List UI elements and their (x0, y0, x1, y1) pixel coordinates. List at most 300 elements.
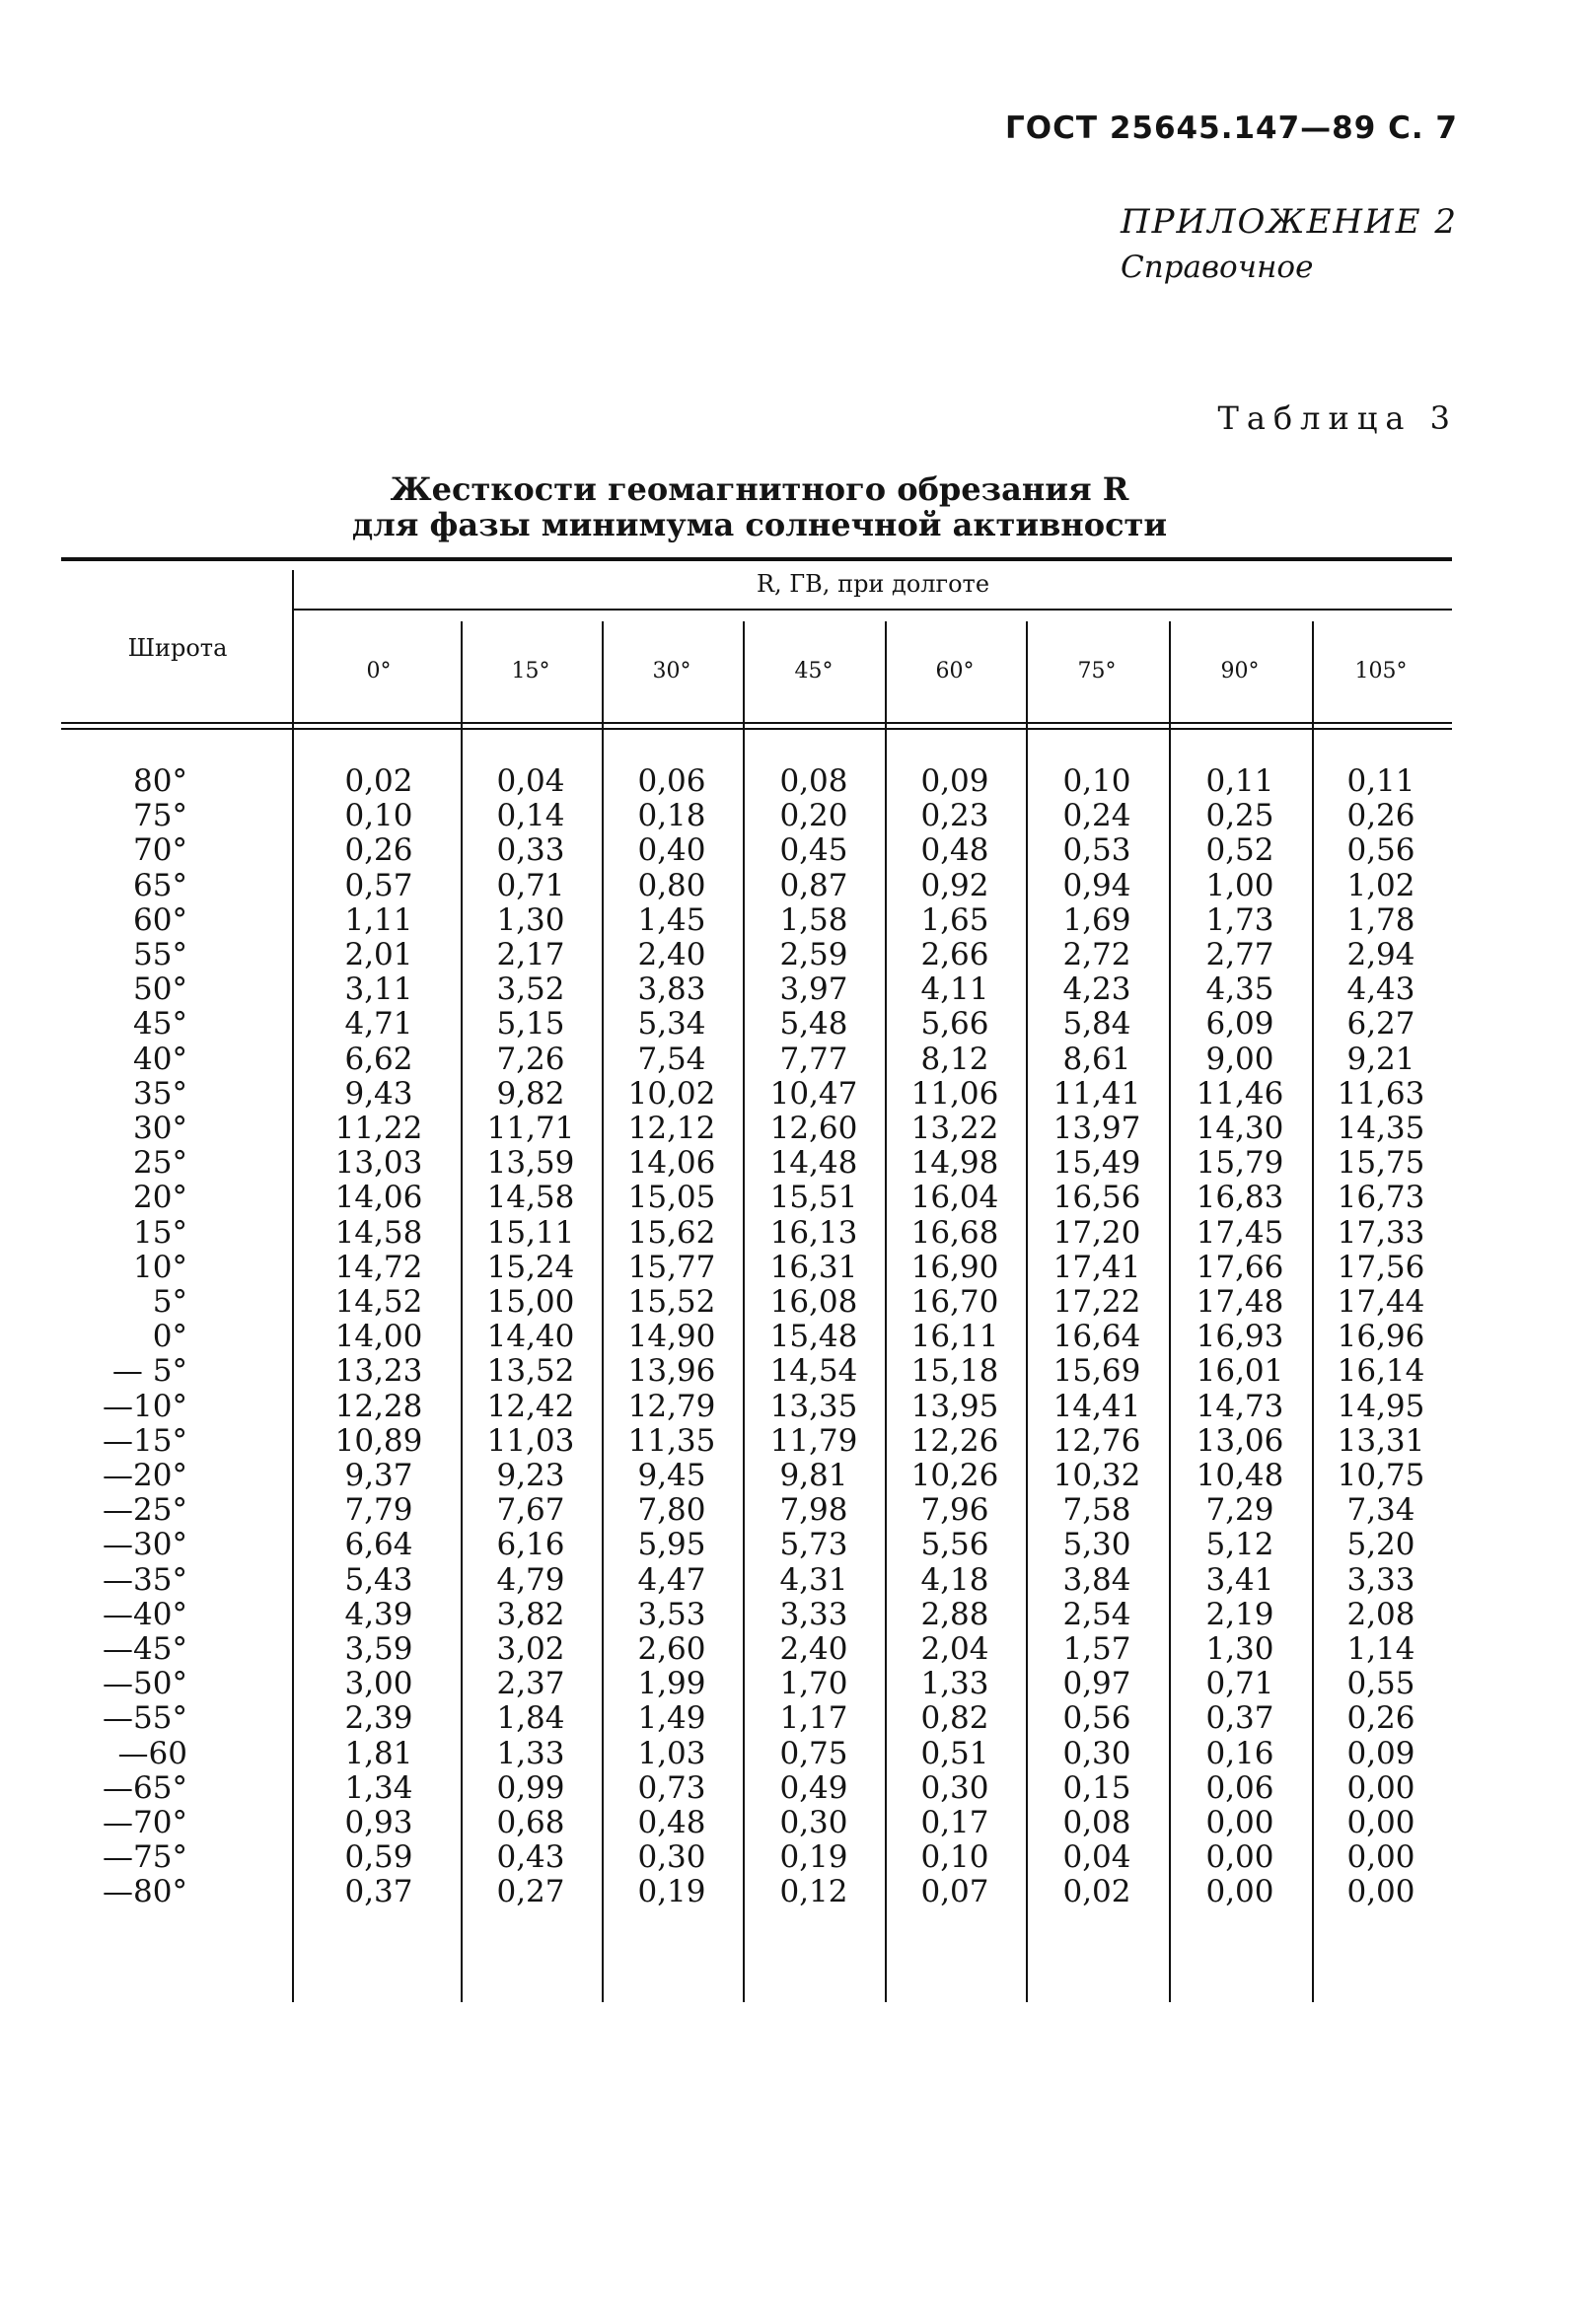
value-cell: 0,19 (779, 1839, 848, 1876)
value-cell: 0,93 (344, 1805, 413, 1840)
value-cell: 3,82 (496, 1596, 565, 1632)
value-cell: 2,88 (920, 1596, 989, 1632)
value-cell: 0,82 (920, 1700, 989, 1737)
table-row (0, 1875, 1596, 1909)
value-cell: 14,90 (627, 1319, 716, 1355)
document-header: ГОСТ 25645.147—89 С. 7 (1005, 110, 1458, 146)
value-cell: 17,66 (1196, 1249, 1284, 1285)
value-cell: 1,58 (779, 901, 848, 938)
value-cell: 0,75 (779, 1735, 848, 1771)
value-cell: 14,98 (910, 1145, 999, 1182)
value-cell: 16,73 (1337, 1180, 1425, 1216)
value-cell: 0,00 (1346, 1769, 1415, 1806)
value-cell: 4,31 (779, 1561, 848, 1598)
value-cell: 0,08 (779, 763, 848, 799)
value-cell: 5,95 (637, 1527, 706, 1563)
table-row (0, 1043, 1596, 1077)
value-cell: 0,87 (779, 867, 848, 903)
value-cell: 0,59 (344, 1839, 413, 1876)
value-cell: 15,51 (769, 1180, 858, 1216)
value-cell: 0,30 (637, 1839, 706, 1876)
value-cell: 0,23 (920, 798, 989, 834)
value-cell: 1,45 (637, 901, 706, 938)
value-cell: 14,73 (1196, 1388, 1284, 1424)
value-cell: 12,42 (486, 1388, 575, 1424)
value-cell: 5,66 (920, 1006, 989, 1043)
table-row (0, 1251, 1596, 1285)
latitude-cell: —30° (103, 1527, 187, 1563)
value-cell: 2,19 (1205, 1596, 1274, 1632)
value-cell: 0,26 (344, 832, 413, 869)
value-cell: 13,96 (627, 1353, 716, 1390)
value-cell: 5,56 (920, 1527, 989, 1563)
table-row (0, 764, 1596, 799)
value-cell: 5,30 (1062, 1527, 1131, 1563)
latitude-cell: —60 (117, 1735, 187, 1771)
value-cell: 7,54 (637, 1041, 706, 1077)
latitude-cell: —10° (103, 1388, 187, 1424)
value-cell: 14,54 (769, 1353, 858, 1390)
value-cell: 2,40 (779, 1631, 848, 1667)
value-cell: 5,73 (779, 1527, 848, 1563)
latitude-cell: —65° (103, 1769, 187, 1806)
value-cell: 2,01 (344, 937, 413, 972)
value-cell: 9,43 (344, 1075, 413, 1112)
value-cell: 3,97 (779, 971, 848, 1008)
value-cell: 8,61 (1062, 1041, 1131, 1077)
value-cell: 1,49 (637, 1700, 706, 1737)
value-cell: 11,41 (1052, 1075, 1141, 1112)
value-cell: 9,45 (637, 1458, 706, 1493)
value-cell: 17,45 (1196, 1214, 1284, 1251)
value-cell: 1,30 (1205, 1631, 1274, 1667)
value-cell: 16,08 (769, 1284, 858, 1320)
value-cell: 12,12 (627, 1111, 716, 1146)
value-cell: 0,04 (1062, 1839, 1131, 1876)
value-cell: 13,95 (910, 1388, 999, 1424)
appendix-title: ПРИЛОЖЕНИЕ 2 (1120, 202, 1458, 242)
table-row (0, 1424, 1596, 1459)
value-cell: 16,13 (769, 1214, 858, 1251)
value-cell: 3,33 (779, 1596, 848, 1632)
value-cell: 0,45 (779, 832, 848, 869)
value-cell: 0,06 (1205, 1769, 1274, 1806)
table-row (0, 1771, 1596, 1806)
value-cell: 0,24 (1062, 798, 1131, 834)
value-cell: 17,44 (1337, 1284, 1425, 1320)
value-cell: 11,46 (1196, 1075, 1284, 1112)
value-cell: 4,71 (344, 1006, 413, 1043)
value-cell: 17,33 (1337, 1214, 1425, 1251)
table-row (0, 1737, 1596, 1771)
value-cell: 1,73 (1205, 901, 1274, 938)
value-cell: 0,53 (1062, 832, 1131, 869)
appendix-subtitle: Справочное (1120, 250, 1314, 285)
value-cell: 7,26 (496, 1041, 565, 1077)
value-cell: 0,33 (496, 832, 565, 869)
value-cell: 17,22 (1052, 1284, 1141, 1320)
value-cell: 10,32 (1052, 1458, 1141, 1493)
value-cell: 14,58 (486, 1180, 575, 1216)
value-cell: 2,77 (1205, 937, 1274, 972)
value-cell: 1,33 (920, 1666, 989, 1702)
value-cell: 0,48 (920, 832, 989, 869)
value-cell: 16,04 (910, 1180, 999, 1216)
value-cell: 4,43 (1346, 971, 1415, 1008)
longitude-header: 75° (1077, 659, 1117, 683)
value-cell: 12,79 (627, 1388, 716, 1424)
table-row (0, 833, 1596, 868)
latitude-cell: 25° (133, 1145, 187, 1182)
value-cell: 11,03 (486, 1422, 575, 1459)
latitude-cell: 70° (133, 832, 187, 869)
value-cell: 14,41 (1052, 1388, 1141, 1424)
value-cell: 0,15 (1062, 1769, 1131, 1806)
value-cell: 0,48 (637, 1805, 706, 1840)
value-cell: 1,03 (637, 1735, 706, 1771)
value-cell: 1,00 (1205, 867, 1274, 903)
longitude-header: 45° (794, 659, 834, 683)
value-cell: 2,17 (496, 937, 565, 972)
value-cell: 1,57 (1062, 1631, 1131, 1667)
value-cell: 2,59 (779, 937, 848, 972)
value-cell: 0,80 (637, 867, 706, 903)
value-cell: 0,00 (1205, 1805, 1274, 1840)
value-cell: 14,30 (1196, 1111, 1284, 1146)
latitude-cell: 75° (133, 798, 187, 834)
value-cell: 16,11 (910, 1319, 999, 1355)
value-cell: 3,00 (344, 1666, 413, 1702)
value-cell: 4,18 (920, 1561, 989, 1598)
header-bottom-rule-1 (61, 722, 1452, 724)
value-cell: 0,27 (496, 1874, 565, 1910)
value-cell: 2,60 (637, 1631, 706, 1667)
value-cell: 0,99 (496, 1769, 565, 1806)
latitude-cell: 80° (133, 763, 187, 799)
value-cell: 11,63 (1337, 1075, 1425, 1112)
table-row (0, 1390, 1596, 1424)
table-label: Таблица 3 (1217, 399, 1458, 437)
value-cell: 0,37 (1205, 1700, 1274, 1737)
table-row (0, 1077, 1596, 1112)
value-cell: 1,02 (1346, 867, 1415, 903)
value-cell: 15,18 (910, 1353, 999, 1390)
value-cell: 3,11 (344, 971, 413, 1008)
value-cell: 0,00 (1346, 1874, 1415, 1910)
value-cell: 1,33 (496, 1735, 565, 1771)
value-cell: 15,49 (1052, 1145, 1141, 1182)
latitude-cell: 5° (152, 1284, 187, 1320)
value-cell: 16,90 (910, 1249, 999, 1285)
value-cell: 2,94 (1346, 937, 1415, 972)
table-row (0, 903, 1596, 938)
header-bottom-rule-2 (61, 728, 1452, 730)
value-cell: 12,76 (1052, 1422, 1141, 1459)
latitude-cell: —55° (103, 1700, 187, 1737)
latitude-cell: —25° (103, 1492, 187, 1529)
latitude-cell: —15° (103, 1422, 187, 1459)
value-cell: 0,16 (1205, 1735, 1274, 1771)
value-cell: 2,39 (344, 1700, 413, 1737)
value-cell: 2,66 (920, 937, 989, 972)
table-row (0, 1459, 1596, 1493)
value-cell: 6,62 (344, 1041, 413, 1077)
value-cell: 4,47 (637, 1561, 706, 1598)
value-cell: 14,00 (334, 1319, 423, 1355)
value-cell: 0,49 (779, 1769, 848, 1806)
value-cell: 1,65 (920, 901, 989, 938)
latitude-cell: 35° (133, 1075, 187, 1112)
value-cell: 3,53 (637, 1596, 706, 1632)
value-cell: 7,34 (1346, 1492, 1415, 1529)
latitude-cell: —35° (103, 1561, 187, 1598)
value-cell: 1,78 (1346, 901, 1415, 938)
longitude-header: 105° (1354, 659, 1408, 683)
value-cell: 1,11 (344, 901, 413, 938)
value-cell: 0,10 (1062, 763, 1131, 799)
table-title-line-1: Жесткости геомагнитного обрезания R (390, 470, 1129, 508)
table-row (0, 1007, 1596, 1042)
value-cell: 4,39 (344, 1596, 413, 1632)
value-cell: 6,09 (1205, 1006, 1274, 1043)
table-row (0, 869, 1596, 903)
table-row (0, 1354, 1596, 1389)
value-cell: 17,20 (1052, 1214, 1141, 1251)
value-cell: 2,04 (920, 1631, 989, 1667)
value-cell: 7,96 (920, 1492, 989, 1529)
longitude-group-header: R, ГВ, при долготе (756, 570, 990, 598)
value-cell: 0,68 (496, 1805, 565, 1840)
value-cell: 0,71 (1205, 1666, 1274, 1702)
latitude-cell: 55° (133, 937, 187, 972)
table-row (0, 1840, 1596, 1875)
value-cell: 14,06 (627, 1145, 716, 1182)
value-cell: 3,52 (496, 971, 565, 1008)
value-cell: 3,33 (1346, 1561, 1415, 1598)
value-cell: 0,30 (1062, 1735, 1131, 1771)
value-cell: 1,30 (496, 901, 565, 938)
value-cell: 3,59 (344, 1631, 413, 1667)
latitude-cell: 15° (133, 1214, 187, 1251)
value-cell: 0,37 (344, 1874, 413, 1910)
table-row (0, 1528, 1596, 1562)
table-row (0, 1563, 1596, 1598)
value-cell: 16,96 (1337, 1319, 1425, 1355)
value-cell: 11,22 (334, 1111, 423, 1146)
value-cell: 16,93 (1196, 1319, 1284, 1355)
table-row (0, 1806, 1596, 1840)
value-cell: 5,48 (779, 1006, 848, 1043)
value-cell: 13,52 (486, 1353, 575, 1390)
table-title (59, 471, 1460, 542)
value-cell: 4,35 (1205, 971, 1274, 1008)
value-cell: 0,09 (1346, 1735, 1415, 1771)
value-cell: 0,00 (1346, 1839, 1415, 1876)
value-cell: 0,30 (920, 1769, 989, 1806)
table-row (0, 1701, 1596, 1736)
longitude-header: 60° (935, 659, 975, 683)
value-cell: 16,01 (1196, 1353, 1284, 1390)
value-cell: 0,30 (779, 1805, 848, 1840)
table-row (0, 1598, 1596, 1632)
value-cell: 13,06 (1196, 1422, 1284, 1459)
value-cell: 9,21 (1346, 1041, 1415, 1077)
value-cell: 15,77 (627, 1249, 716, 1285)
value-cell: 14,35 (1337, 1111, 1425, 1146)
value-cell: 7,67 (496, 1492, 565, 1529)
value-cell: 16,83 (1196, 1180, 1284, 1216)
value-cell: 2,37 (496, 1666, 565, 1702)
value-cell: 0,20 (779, 798, 848, 834)
value-cell: 13,03 (334, 1145, 423, 1182)
longitude-header: 90° (1220, 659, 1260, 683)
latitude-cell: 45° (133, 1006, 187, 1043)
value-cell: 1,99 (637, 1666, 706, 1702)
value-cell: 15,11 (486, 1214, 575, 1251)
table-row (0, 1216, 1596, 1251)
latitude-cell: 65° (133, 867, 187, 903)
value-cell: 3,83 (637, 971, 706, 1008)
value-cell: 15,62 (627, 1214, 716, 1251)
value-cell: 0,02 (1062, 1874, 1131, 1910)
value-cell: 0,43 (496, 1839, 565, 1876)
value-cell: 7,80 (637, 1492, 706, 1529)
latitude-cell: —45° (103, 1631, 187, 1667)
value-cell: 9,37 (344, 1458, 413, 1493)
value-cell: 9,82 (496, 1075, 565, 1112)
value-cell: 16,68 (910, 1214, 999, 1251)
value-cell: 0,18 (637, 798, 706, 834)
value-cell: 16,14 (1337, 1353, 1425, 1390)
longitude-header: 30° (652, 659, 691, 683)
value-cell: 3,84 (1062, 1561, 1131, 1598)
value-cell: 13,59 (486, 1145, 575, 1182)
value-cell: 14,40 (486, 1319, 575, 1355)
value-cell: 0,25 (1205, 798, 1274, 834)
value-cell: 4,11 (920, 971, 989, 1008)
value-cell: 17,41 (1052, 1249, 1141, 1285)
value-cell: 0,00 (1205, 1874, 1274, 1910)
value-cell: 0,57 (344, 867, 413, 903)
value-cell: 3,41 (1205, 1561, 1274, 1598)
latitude-cell: 0° (152, 1319, 187, 1355)
value-cell: 12,28 (334, 1388, 423, 1424)
value-cell: 8,12 (920, 1041, 989, 1077)
value-cell: 5,34 (637, 1006, 706, 1043)
value-cell: 0,73 (637, 1769, 706, 1806)
table-row (0, 1285, 1596, 1320)
table-title-line-2: для фазы минимума солнечной активности (351, 506, 1168, 543)
value-cell: 6,64 (344, 1527, 413, 1563)
value-cell: 13,97 (1052, 1111, 1141, 1146)
latitude-cell: —75° (103, 1839, 187, 1876)
value-cell: 1,14 (1346, 1631, 1415, 1667)
value-cell: 0,52 (1205, 832, 1274, 869)
value-cell: 5,84 (1062, 1006, 1131, 1043)
value-cell: 15,48 (769, 1319, 858, 1355)
value-cell: 15,05 (627, 1180, 716, 1216)
value-cell: 0,56 (1062, 1700, 1131, 1737)
value-cell: 10,48 (1196, 1458, 1284, 1493)
table-row (0, 1146, 1596, 1181)
value-cell: 5,12 (1205, 1527, 1274, 1563)
table-row (0, 799, 1596, 833)
latitude-cell: 50° (133, 971, 187, 1008)
longitude-header: 0° (366, 659, 392, 683)
value-cell: 17,56 (1337, 1249, 1425, 1285)
value-cell: 0,17 (920, 1805, 989, 1840)
value-cell: 1,84 (496, 1700, 565, 1737)
latitude-cell: 60° (133, 901, 187, 938)
value-cell: 1,69 (1062, 901, 1131, 938)
latitude-cell: 30° (133, 1111, 187, 1146)
value-cell: 5,43 (344, 1561, 413, 1598)
value-cell: 15,79 (1196, 1145, 1284, 1182)
value-cell: 12,26 (910, 1422, 999, 1459)
value-cell: 0,26 (1346, 798, 1415, 834)
value-cell: 0,97 (1062, 1666, 1131, 1702)
value-cell: 5,15 (496, 1006, 565, 1043)
group-header-rule (294, 609, 1452, 611)
value-cell: 10,47 (769, 1075, 858, 1112)
value-cell: 3,02 (496, 1631, 565, 1667)
latitude-cell: 20° (133, 1180, 187, 1216)
value-cell: 10,26 (910, 1458, 999, 1493)
table-row (0, 1667, 1596, 1701)
value-cell: 16,31 (769, 1249, 858, 1285)
value-cell: 0,55 (1346, 1666, 1415, 1702)
value-cell: 0,19 (637, 1874, 706, 1910)
value-cell: 15,75 (1337, 1145, 1425, 1182)
table-row (0, 1632, 1596, 1667)
latitude-cell: —40° (103, 1596, 187, 1632)
value-cell: 1,17 (779, 1700, 848, 1737)
value-cell: 11,71 (486, 1111, 575, 1146)
value-cell: 14,58 (334, 1214, 423, 1251)
value-cell: 16,56 (1052, 1180, 1141, 1216)
value-cell: 15,52 (627, 1284, 716, 1320)
value-cell: 0,14 (496, 798, 565, 834)
value-cell: 4,23 (1062, 971, 1131, 1008)
value-cell: 10,75 (1337, 1458, 1425, 1493)
value-cell: 13,31 (1337, 1422, 1425, 1459)
table-row (0, 1320, 1596, 1354)
value-cell: 0,40 (637, 832, 706, 869)
table-row (0, 972, 1596, 1007)
latitude-cell: —70° (103, 1805, 187, 1840)
value-cell: 2,72 (1062, 937, 1131, 972)
value-cell: 0,04 (496, 763, 565, 799)
value-cell: 14,95 (1337, 1388, 1425, 1424)
value-cell: 0,00 (1346, 1805, 1415, 1840)
value-cell: 2,40 (637, 937, 706, 972)
value-cell: 1,70 (779, 1666, 848, 1702)
value-cell: 0,26 (1346, 1700, 1415, 1737)
value-cell: 0,12 (779, 1874, 848, 1910)
appendix-block (1121, 202, 1458, 285)
latitude-cell: —50° (103, 1666, 187, 1702)
value-cell: 0,02 (344, 763, 413, 799)
value-cell: 0,06 (637, 763, 706, 799)
value-cell: 14,06 (334, 1180, 423, 1216)
latitude-cell: — 5° (111, 1353, 187, 1390)
value-cell: 0,71 (496, 867, 565, 903)
value-cell: 7,77 (779, 1041, 848, 1077)
table-row (0, 1493, 1596, 1528)
latitude-cell: 40° (133, 1041, 187, 1077)
longitude-header: 15° (511, 659, 550, 683)
value-cell: 0,00 (1205, 1839, 1274, 1876)
